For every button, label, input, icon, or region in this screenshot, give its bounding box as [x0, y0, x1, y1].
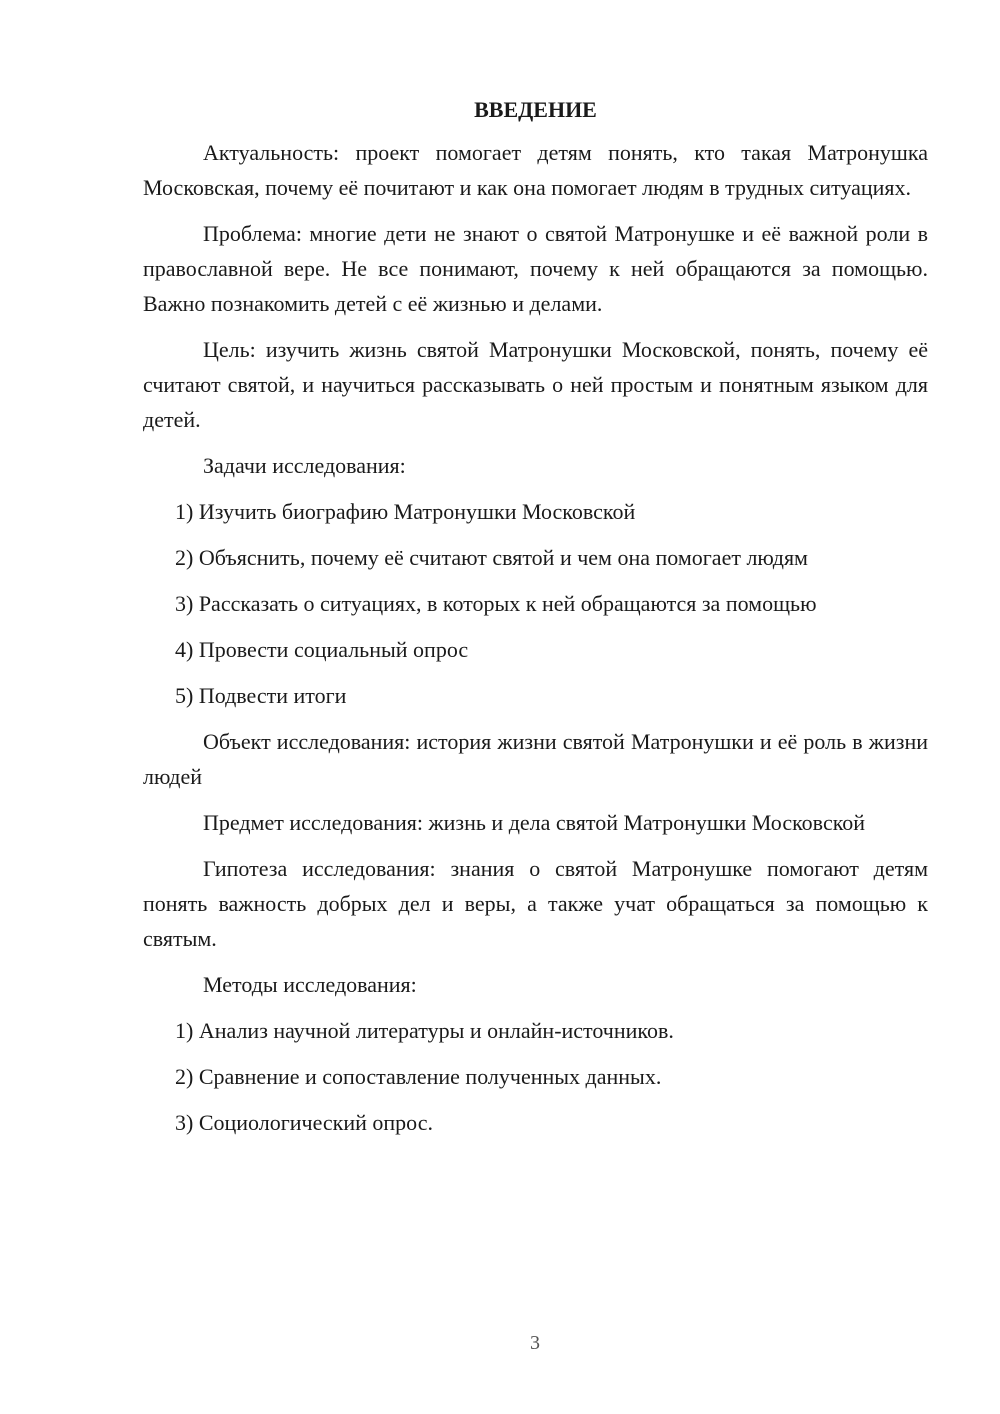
- list-item: 4) Провести социальный опрос: [175, 637, 469, 662]
- methods-list: [143, 1013, 928, 1140]
- goal-paragraph: Цель: изучить жизнь святой Матронушки Московской, понять, почему её считают святой, и научиться рассказывать о ней простым и понятным языком для детей.: [143, 337, 928, 432]
- list-item: 1) Изучить биографию Матронушки Московской: [175, 499, 636, 524]
- document-page: [143, 95, 928, 1151]
- list-item: 5) Подвести итоги: [175, 683, 347, 708]
- methods-heading: Методы исследования:: [203, 972, 417, 997]
- list-item: 1) Анализ научной литературы и онлайн-источников.: [175, 1018, 674, 1043]
- relevance-paragraph: Актуальность: проект помогает детям понять, кто такая Матронушка Московская, почему её почитают и как она помогает людям в трудных ситуациях.: [143, 140, 928, 200]
- list-item: 2) Объяснить, почему её считают святой и чем она помогает людям: [175, 545, 808, 570]
- section-title: ВВЕДЕНИЕ: [474, 97, 597, 122]
- hypothesis-paragraph: Гипотеза исследования: знания о святой Матронушке помогают детям понять важность добрых дел и веры, а также учат обращаться за помощью к святым.: [143, 856, 928, 951]
- list-item: 3) Рассказать о ситуациях, в которых к ней обращаются за помощью: [175, 591, 817, 616]
- tasks-list: [143, 494, 928, 713]
- list-item: 2) Сравнение и сопоставление полученных данных.: [175, 1064, 662, 1089]
- subject-paragraph: Предмет исследования: жизнь и дела святой Матронушки Московской: [203, 810, 866, 835]
- problem-paragraph: Проблема: многие дети не знают о святой Матронушке и её важной роли в православной вере. Не все понимают, почему к ней обращаются за помощью. Важно познакомить детей с её жизнью и делами.: [143, 221, 928, 316]
- page-number: 3: [530, 1332, 540, 1354]
- object-paragraph: Объект исследования: история жизни святой Матронушки и её роль в жизни людей: [143, 729, 928, 789]
- tasks-heading: Задачи исследования:: [203, 453, 406, 478]
- list-item: 3) Социологический опрос.: [175, 1110, 433, 1135]
